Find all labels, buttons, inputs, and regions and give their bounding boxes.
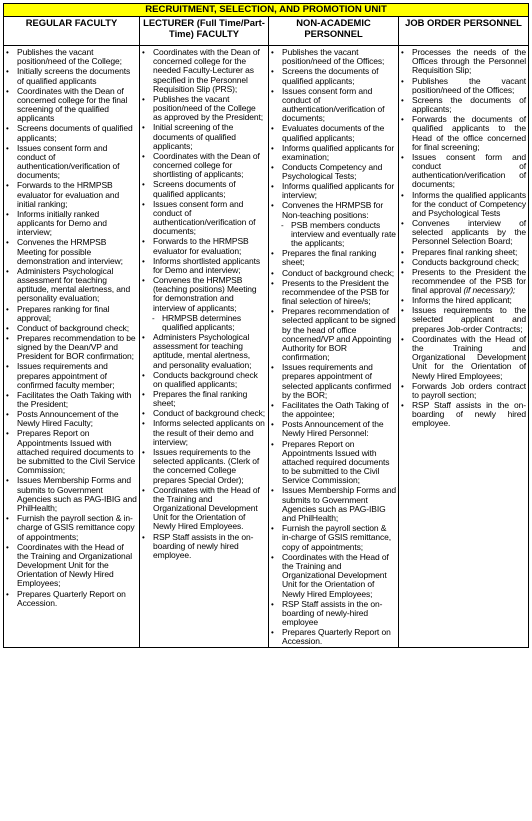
step-text: Initially screens the documents of qualified applicants — [17, 66, 131, 86]
step-text: Issues requirements and prepares appointment of confirmed faculty member; — [17, 361, 115, 390]
column-header-non-academic: NON-ACADEMIC PERSONNEL — [269, 17, 399, 46]
bullet-icon: • — [6, 542, 9, 552]
bullet-icon: • — [142, 199, 145, 209]
bullet-icon: • — [271, 48, 274, 57]
list-item — [399, 335, 526, 381]
step-text: Issues consent form and conduct of authentication/verification of documents; — [153, 198, 256, 237]
bullet-icon: • — [6, 143, 9, 153]
lecturer-faculty-steps — [140, 46, 269, 648]
bullet-icon: • — [401, 381, 404, 391]
list-item — [399, 296, 526, 305]
list-item — [269, 182, 396, 200]
bullet-icon: • — [271, 86, 274, 96]
list-item — [399, 268, 526, 296]
step-text: Furnish the payroll section & in-charge of GSIS remittance, copy of appointments; — [282, 523, 392, 552]
list-item — [399, 96, 526, 114]
bullet-icon: • — [401, 95, 404, 105]
list-item — [269, 87, 396, 124]
list-item — [4, 362, 137, 390]
step-text: Publishes the vacant position/need of the College; — [17, 47, 122, 67]
unit-title: RECRUITMENT, SELECTION, AND PROMOTION UNIT — [4, 4, 529, 17]
list-item — [269, 201, 396, 219]
bullet-icon: • — [142, 123, 145, 133]
step-text: Publishes the vacant position/need of the Offices; — [282, 47, 385, 67]
bullet-icon: • — [6, 429, 9, 439]
list-item — [4, 391, 137, 409]
bullet-icon: • — [401, 334, 404, 344]
list-item — [4, 67, 137, 85]
step-text: Informs shortlisted applicants for Demo and interview; — [153, 255, 261, 275]
bullet-icon: • — [6, 362, 9, 372]
bullet-icon: • — [271, 278, 274, 288]
step-text: Informs qualified applicants for interview; — [282, 181, 395, 201]
step-text: Conduct of background check; — [153, 408, 266, 419]
bullet-icon: • — [142, 447, 145, 457]
job-order-steps — [399, 46, 529, 648]
list-item — [140, 448, 266, 485]
step-text: Issues requirements to the selected applicants. (Clerk of the concerned College prepares Special Order); — [153, 446, 260, 485]
bullet-icon: • — [6, 589, 9, 599]
list-item — [399, 306, 526, 334]
list-item — [140, 371, 266, 389]
bullet-icon: • — [142, 237, 145, 247]
list-item — [140, 200, 266, 237]
step-text: Informs selected applicants on the result of their demo and interview; — [153, 418, 265, 447]
bullet-icon: • — [142, 94, 145, 104]
list-item — [399, 258, 526, 267]
bullet-icon: • — [271, 162, 274, 172]
step-text: Posts Announcement of the Newly Hired Faculty; — [17, 409, 119, 429]
bullet-icon: • — [6, 181, 9, 191]
step-text: Informs the hired applicant; — [412, 295, 512, 306]
step-text: Publishes the vacant position/need of the College as approved by the President; — [153, 93, 264, 123]
step-text: Informs the qualified applicants for the conduct of Competency and Psychological Tests — [412, 189, 526, 218]
step-text: Prepares ranking for final approval; — [17, 303, 110, 323]
bullet-icon: • — [401, 190, 404, 200]
bullet-icon: • — [142, 333, 145, 342]
list-item — [4, 210, 137, 238]
bullet-icon: • — [142, 409, 145, 419]
step-list — [399, 46, 528, 429]
step-text: Screens documents of qualified applicants; — [153, 179, 236, 199]
column-header-job-order: JOB ORDER PERSONNEL — [399, 17, 529, 46]
bullet-icon: • — [401, 152, 404, 162]
bullet-icon: • — [271, 486, 274, 496]
step-text: Coordinates with the Head of the Training and Organizational Development Unit for the Orientation of Newly Hired Employees; — [17, 541, 133, 589]
step-text: PSB members conducts interview and eventually rate the applicants; — [291, 219, 396, 249]
bullet-icon: • — [401, 257, 404, 267]
step-text: Issues consent form and conduct of authentication/verification of documents; — [17, 142, 120, 181]
list-item — [269, 144, 396, 162]
sub-list-item — [269, 221, 396, 249]
bullet-icon: • — [401, 296, 404, 306]
list-item — [269, 440, 396, 486]
bullet-icon: • — [6, 266, 9, 276]
bullet-icon: • — [142, 370, 145, 380]
bullet-icon: • — [6, 238, 9, 248]
step-text: Convenes the HRMPSB (teaching positions) Meeting for demonstration and interview of applicants; — [153, 275, 257, 313]
bullet-icon: • — [6, 86, 9, 96]
step-text: Facilitates the Oath Taking of the appointee; — [282, 399, 389, 420]
list-item — [399, 248, 526, 257]
non-academic-steps — [269, 46, 399, 648]
step-text: Issues Membership Forms and submits to Government Agencies such as PAG-IBIG and PhilHealth; — [282, 485, 396, 524]
step-text: Issues Membership Forms and submits to Government Agencies such as PAG-IBIG and PhilHealth; — [17, 475, 137, 513]
bullet-icon: • — [271, 439, 274, 449]
bullet-icon: • — [271, 599, 274, 609]
bullet-icon: • — [401, 306, 404, 316]
bullet-icon: • — [142, 419, 145, 429]
step-text: Issues consent form and conduct of authentication/verification of documents; — [282, 85, 385, 124]
column-header-lecturer-faculty: LECTURER (Full Time/Part-Time) FACULTY — [140, 17, 269, 46]
step-text: Prepares Quarterly Report on Accession. — [282, 627, 391, 647]
step-text: Prepares final ranking sheet; — [412, 246, 518, 257]
list-item — [399, 382, 526, 400]
step-text: Presents to the President the recommendee of the PSB for final approval — [412, 266, 526, 296]
step-text: Publishes the vacant position/need of the Offices; — [412, 75, 526, 95]
bullet-icon: • — [271, 524, 274, 534]
list-item — [269, 269, 396, 278]
step-text: Convenes interview of selected applicants by the Personnel Selection Board; — [412, 218, 526, 247]
step-text: Prepares the final ranking sheet; — [153, 389, 248, 409]
list-item — [4, 334, 137, 362]
bullet-icon: • — [271, 400, 274, 410]
step-text: Issues requirements and prepares appointment of selected applicants confirmed by the BOR; — [282, 362, 392, 400]
step-text: Coordinates with the Head of the Training and Organizational Development Unit for the Orientation of Newly Hired Employees; — [282, 551, 389, 599]
list-item — [140, 486, 266, 532]
step-text: RSP Staff assists in the on-boarding of newly-hired employee — [282, 598, 383, 627]
list-item — [140, 237, 266, 255]
list-item — [269, 363, 396, 400]
bullet-icon: • — [142, 485, 145, 495]
bullet-icon: • — [6, 48, 9, 57]
list-item — [140, 390, 266, 408]
step-text: Furnish the payroll section & in-charge of GSIS remittance copy of appointments; — [17, 513, 135, 542]
list-item — [269, 600, 396, 628]
list-item — [399, 77, 526, 95]
bullet-icon: • — [401, 400, 404, 410]
list-item — [4, 267, 137, 304]
step-text: Facilitates the Oath Taking with the President; — [17, 389, 132, 410]
list-item — [399, 191, 526, 219]
step-text: Conducts Competency and Psychological Tests; — [282, 161, 383, 182]
bullet-icon: • — [142, 276, 145, 285]
step-text: HRMPSB determines qualified applicants; — [162, 312, 242, 332]
step-text: Coordinates with the Head of the Training and Organizational Development Unit for the Orientation of Newly Hired Employees; — [412, 333, 526, 381]
list-item — [140, 152, 266, 180]
list-item — [4, 429, 137, 475]
list-item — [4, 48, 137, 66]
step-text: Prepares recommendation to be signed by the Dean/VP and President for BOR confirmation; — [17, 332, 136, 362]
list-item — [269, 524, 396, 552]
list-item — [269, 163, 396, 181]
bullet-icon: • — [142, 151, 145, 161]
step-list — [4, 46, 139, 608]
bullet-icon: • — [142, 180, 145, 190]
bullet-icon: • — [271, 552, 274, 562]
list-item — [269, 401, 396, 419]
bullet-icon: • — [271, 182, 274, 192]
step-text: Prepares Quarterly Report on Accession. — [17, 588, 126, 608]
list-item — [4, 324, 137, 333]
step-note: (if necessary); — [463, 285, 516, 296]
step-text: Conduct of background check; — [17, 322, 130, 333]
list-item — [140, 409, 266, 418]
list-item — [269, 279, 396, 307]
step-text: RSP Staff assists in the on-boarding of newly hired employee. — [153, 531, 254, 560]
column-header-regular-faculty: REGULAR FACULTY — [4, 17, 140, 46]
bullet-icon: • — [271, 307, 274, 317]
step-text: Administers Psychological assessment for teaching aptitude, mental alertness, and personality evaluation; — [17, 265, 131, 304]
list-item — [4, 410, 137, 428]
bullet-icon: • — [271, 143, 274, 153]
step-text: Forwards to the HRMPSB evaluator for evaluation; — [153, 236, 249, 256]
list-item — [269, 307, 396, 362]
step-list — [269, 46, 398, 647]
step-text: Forwards Job orders contract to payroll section; — [412, 380, 526, 400]
step-list — [140, 46, 268, 560]
bullet-icon: • — [271, 363, 274, 373]
list-item — [399, 48, 526, 76]
step-text: Conducts background check; — [412, 256, 520, 267]
list-item — [4, 87, 137, 124]
bullet-icon: • — [6, 323, 9, 333]
step-text: Presents to the President the recommendee of the PSB for final selection of hiree/s; — [282, 277, 390, 307]
step-text: Forwards the documents of qualified applicants to the Head of the office concerned for final screening; — [412, 114, 526, 152]
step-text: Coordinates with the Dean of concerned college for shortlisting of applicants; — [153, 150, 260, 180]
list-item — [399, 219, 526, 247]
step-text: Prepares Report on Appointments Issued with attached required documents to be submitted to the Civil Service Commission; — [17, 428, 136, 476]
bullet-icon: • — [401, 219, 404, 228]
rsp-process-table — [3, 3, 529, 648]
bullet-icon: • — [6, 333, 9, 343]
list-item — [4, 476, 137, 513]
step-text: Coordinates with the Dean of concerned college for the final screening of the qualified applicants — [17, 85, 128, 124]
bullet-icon: • — [401, 76, 404, 86]
step-text: Posts Announcement of the Newly Hired Personnel: — [282, 419, 384, 439]
list-item — [399, 401, 526, 429]
step-text: Evaluates documents of the qualified applicants; — [282, 123, 385, 143]
list-item — [140, 257, 266, 275]
step-text: Prepares the final ranking sheet; — [282, 248, 377, 268]
bullet-icon: • — [6, 209, 9, 219]
list-item — [140, 419, 266, 447]
step-text: Screens documents of qualified applicants; — [17, 123, 133, 143]
list-item — [269, 48, 396, 66]
step-text: Initial screening of the documents of qualified applicants; — [153, 122, 236, 151]
list-item — [4, 543, 137, 589]
list-item — [269, 628, 396, 646]
dash-bullet-icon: - — [152, 313, 155, 323]
bullet-icon: • — [142, 390, 145, 399]
bullet-icon: • — [142, 532, 145, 542]
list-item — [399, 153, 526, 190]
step-text: Issues requirements to the selected applicant and prepares Job-order Contracts; — [412, 305, 526, 334]
bullet-icon: • — [401, 48, 404, 57]
list-item — [4, 144, 137, 181]
document-page — [3, 3, 528, 648]
step-text: Coordinates with the Head of the Training and Organizational Development Unit for the Orientation of Newly Hired Employees. — [153, 484, 260, 532]
list-item — [140, 180, 266, 198]
bullet-icon: • — [142, 256, 145, 266]
bullet-icon: • — [271, 420, 274, 430]
step-text: Coordinates with the Dean of concerned college for the needed Faculty-Lecturer as specified in the Personnel Requisition Slip (PRS); — [153, 47, 260, 94]
bullet-icon: • — [6, 124, 9, 134]
list-item — [4, 590, 137, 608]
list-item — [140, 95, 266, 123]
bullet-icon: • — [271, 124, 274, 134]
bullet-icon: • — [271, 249, 274, 259]
list-item — [269, 249, 396, 267]
sub-list-item — [140, 314, 266, 332]
list-item — [269, 553, 396, 599]
step-text: Screens the documents of applicants; — [412, 94, 526, 114]
step-text: RSP Staff assists in the on-boarding of newly hired employee. — [412, 399, 526, 429]
list-item — [140, 333, 266, 370]
list-item — [140, 123, 266, 151]
step-text: Processes the needs of the Offices through the Personnel Requisition Slip; — [412, 47, 526, 76]
bullet-icon: • — [401, 247, 404, 257]
list-item — [4, 181, 137, 209]
dash-bullet-icon: - — [281, 220, 284, 230]
list-item — [4, 238, 137, 266]
list-item — [399, 115, 526, 152]
step-text: Conduct of background check; — [282, 267, 395, 278]
step-text: Prepares recommendation of selected applicant to be signed by the head of office concerned/VP and Appointing Authority for BOR confirmation; — [282, 306, 396, 363]
bullet-icon: • — [6, 476, 9, 486]
bullet-icon: • — [401, 115, 404, 125]
list-item — [4, 514, 137, 542]
bullet-icon: • — [6, 514, 9, 524]
step-text: Forwards to the HRMPSB evaluator for evaluation and initial ranking; — [17, 180, 120, 209]
step-text: Screens the documents of qualified applicants; — [282, 66, 379, 86]
bullet-icon: • — [271, 67, 274, 77]
step-text: Administers Psychological assessment for teaching aptitude, mental alertness, and personality evaluation; — [153, 332, 252, 370]
step-text: Issues consent form and conduct of authentication/verification of documents; — [412, 151, 526, 190]
bullet-icon: • — [271, 628, 274, 638]
list-item — [269, 67, 396, 85]
bullet-icon: • — [401, 267, 404, 277]
bullet-icon: • — [6, 67, 9, 77]
regular-faculty-steps — [4, 46, 140, 648]
step-text: Convenes the HRMPSB for Non-teaching positions: — [282, 200, 384, 220]
bullet-icon: • — [6, 304, 9, 314]
step-text: Convenes the HRMPSB Meeting for possible demonstration and interview; — [17, 237, 123, 266]
list-item — [4, 305, 137, 323]
bullet-icon: • — [271, 268, 274, 278]
step-text: Prepares Report on Appointments Issued with attached required documents to be submitted to the Civil Service Commission; — [282, 438, 390, 486]
step-text: Conducts background check on qualified applicants; — [153, 369, 258, 389]
bullet-icon: • — [6, 390, 9, 400]
step-text: Informs initially ranked applicants for Demo and interview; — [17, 208, 107, 238]
list-item — [269, 420, 396, 438]
bullet-icon: • — [271, 201, 274, 211]
list-item — [140, 276, 266, 313]
list-item — [4, 124, 137, 142]
list-item — [140, 48, 266, 94]
bullet-icon: • — [6, 410, 9, 420]
list-item — [269, 486, 396, 523]
step-text: Informs qualified applicants for examination; — [282, 142, 395, 162]
list-item — [140, 533, 266, 561]
list-item — [269, 124, 396, 142]
bullet-icon: • — [142, 48, 145, 57]
